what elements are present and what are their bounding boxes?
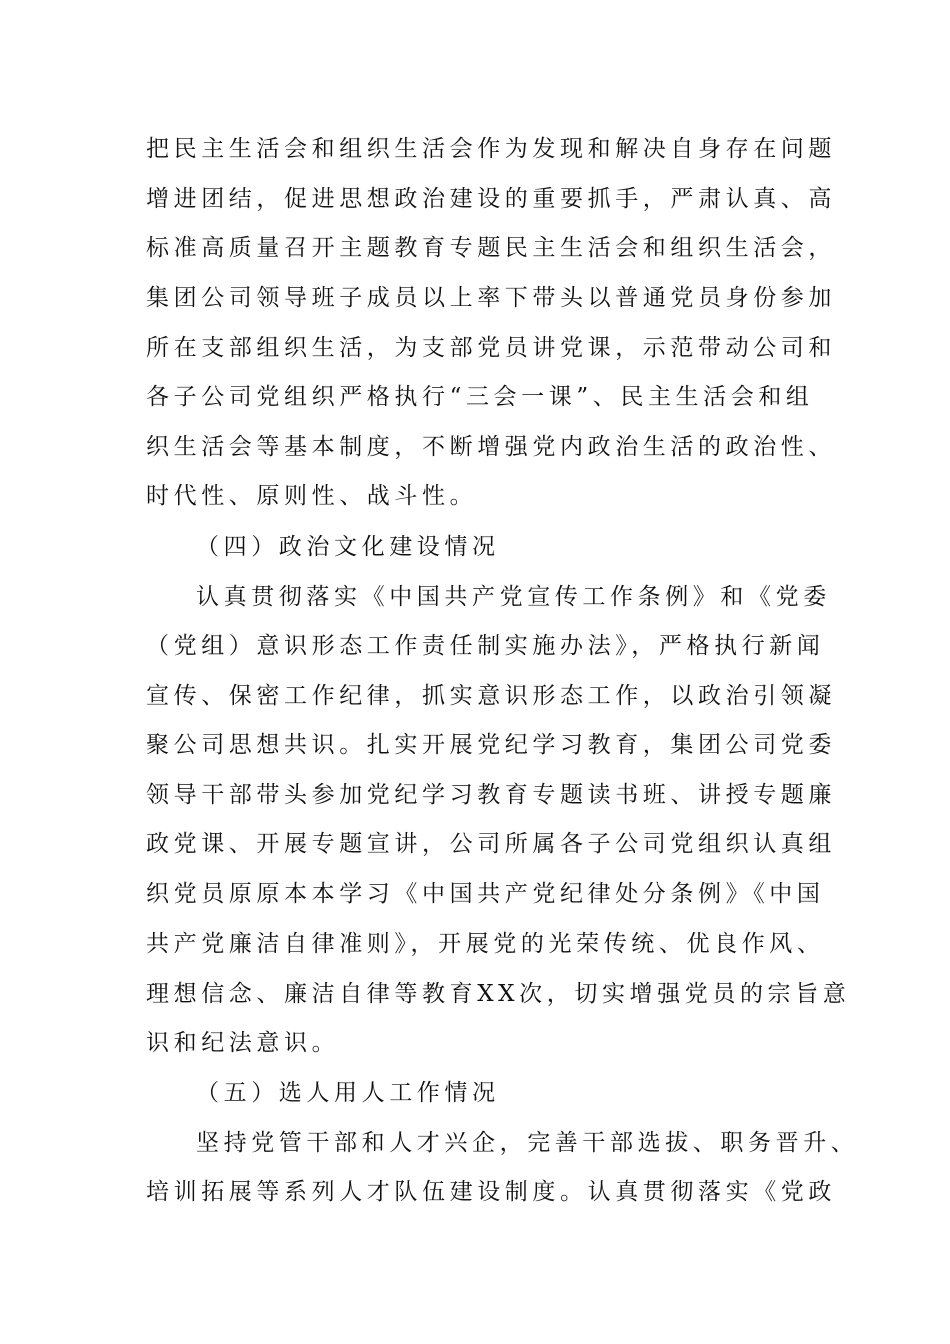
paragraph-line: 领导干部带头参加党纪学习教育专题读书班、讲授专题廉 [146, 782, 836, 808]
paragraph-line: 所在支部组织生活，为支部党员讲党课，示范带动公司和 [146, 335, 836, 361]
paragraph-line: 标准高质量召开主题教育专题民主生活会和组织生活会， [146, 235, 836, 261]
paragraph-line: 织生活会等基本制度，不断增强党内政治生活的政治性、 [146, 434, 836, 460]
paragraph-line: 把民主生活会和组织生活会作为发现和解决自身存在问题 [146, 136, 836, 162]
paragraph-line: 政党课、开展专题宣讲，公司所属各子公司党组织认真组 [146, 831, 836, 857]
paragraph-line: 织党员原原本本学习《中国共产党纪律处分条例》《中国 [146, 881, 825, 907]
paragraph-line: 聚公司思想共识。扎实开展党纪学习教育，集团公司党委 [146, 732, 836, 758]
section-heading-5: （五）选人用人工作情况 [196, 1080, 500, 1106]
paragraph-line: 宣传、保密工作纪律，抓实意识形态工作，以政治引领凝 [146, 683, 836, 709]
paragraph-line: 集团公司领导班子成员以上率下带头以普通党员身份参加 [146, 285, 836, 311]
paragraph-line: 识和纪法意识。 [146, 1030, 340, 1056]
paragraph-line: 时代性、原则性、战斗性。 [146, 483, 478, 509]
paragraph-line: 理想信念、廉洁自律等教育XX次，切实增强党员的宗旨意 [146, 981, 851, 1007]
paragraph-line: 共产党廉洁自律准则》，开展党的光荣传统、优良作风、 [146, 931, 825, 957]
paragraph-line: （党组）意识形态工作责任制实施办法》，严格执行新闻 [146, 633, 825, 659]
paragraph-line: 各子公司党组织严格执行“三会一课”、民主生活会和组 [146, 384, 814, 410]
paragraph-line: 认真贯彻落实《中国共产党宣传工作条例》和《党委 [196, 584, 831, 610]
paragraph-line: 培训拓展等系列人才队伍建设制度。认真贯彻落实《党政 [146, 1179, 836, 1205]
section-heading-4: （四）政治文化建设情况 [196, 534, 500, 560]
paragraph-line: 坚持党管干部和人才兴企，完善干部选拔、职务晋升、 [196, 1130, 859, 1156]
paragraph-line: 增进团结，促进思想政治建设的重要抓手，严肃认真、高 [146, 186, 836, 212]
